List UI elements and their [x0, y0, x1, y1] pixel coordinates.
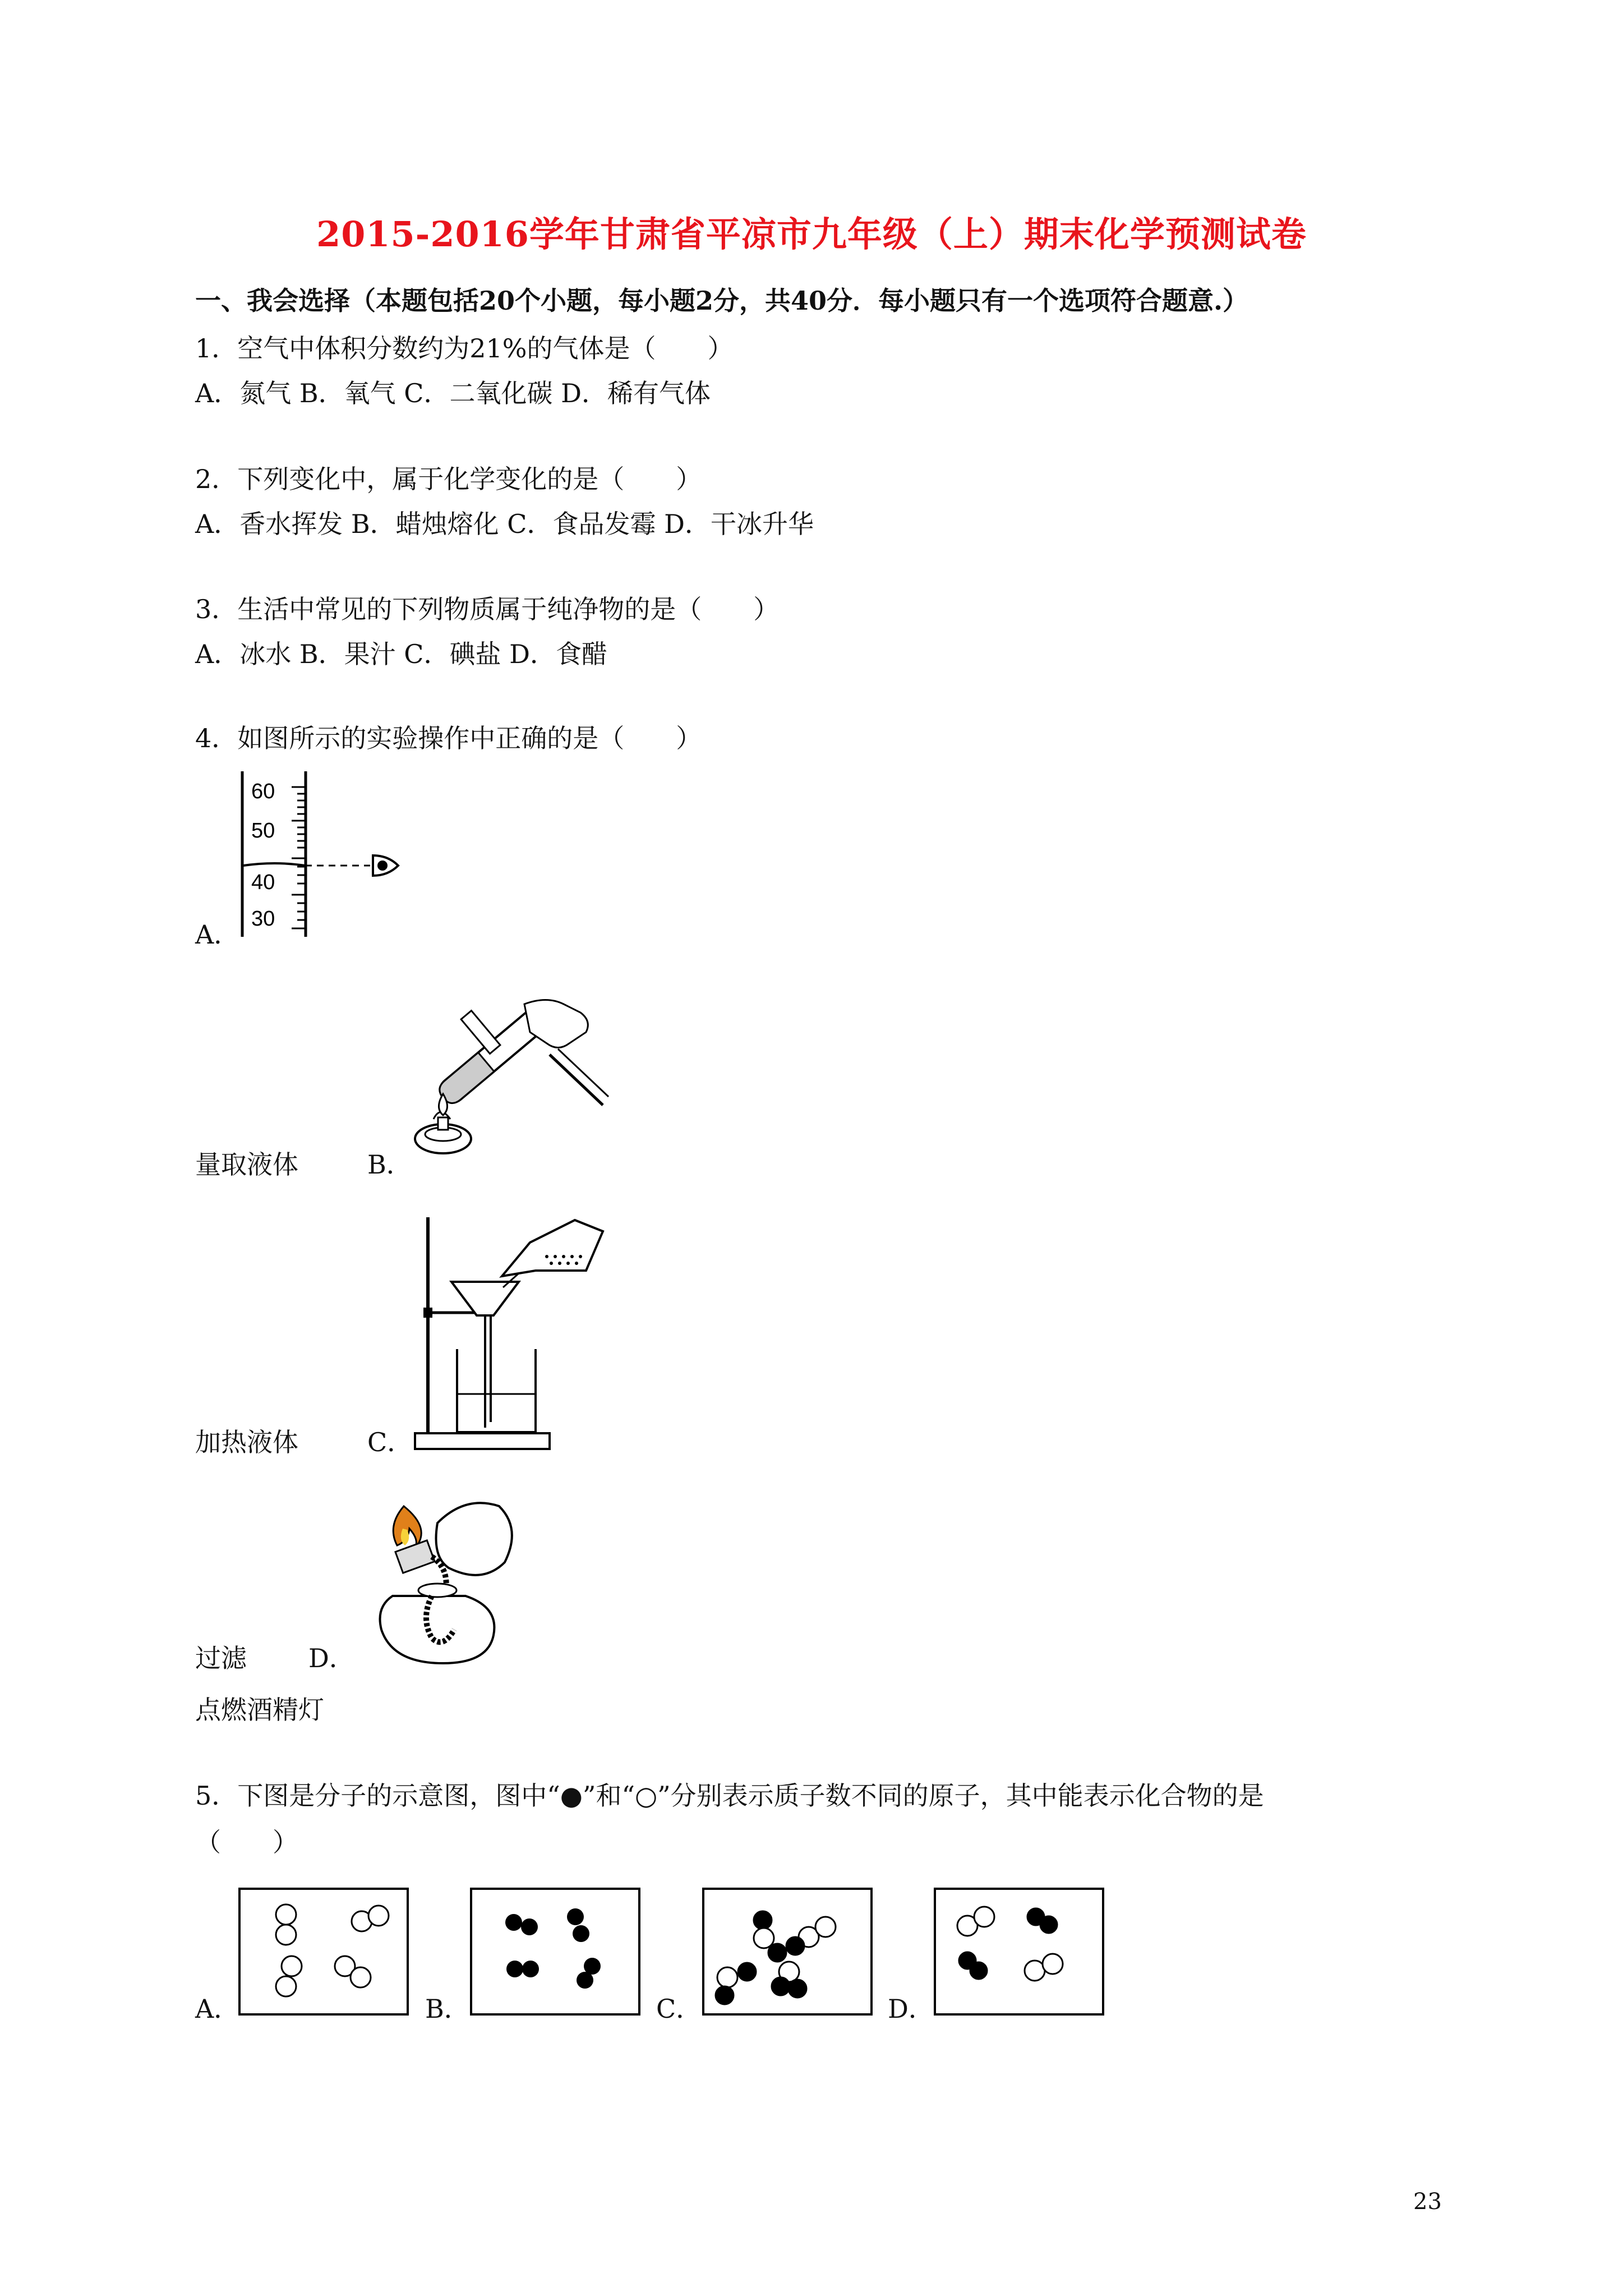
question-3-stem: 3．生活中常见的下列物质属于纯净物的是（ ）: [195, 594, 780, 624]
page-number: 23: [1413, 2189, 1442, 2215]
figure-filtration: [407, 1209, 608, 1458]
question-1-options: A．氮气 B．氧气 C．二氧化碳 D．稀有气体: [195, 378, 711, 408]
molecule-box-a: [238, 1888, 409, 2017]
section-heading: 一、我会选择（本题包括20个小题，每小题2分，共40分．每小题只有一个选项符合题意.）: [195, 286, 1249, 316]
cylinder-tick-40: 40: [251, 871, 275, 894]
question-5-stem: 5．下图是分子的示意图，图中“●”和“○”分别表示质子数不同的原子，其中能表示化合物的是: [195, 1780, 1264, 1811]
figure-heating-test-tube: [418, 970, 620, 1172]
cylinder-tick-50: 50: [251, 819, 275, 843]
question-2-options: A．香水挥发 B．蜡烛熔化 C．食品发霉 D．干冰升华: [195, 509, 814, 539]
q4-option-c-caption: 过滤: [195, 1643, 247, 1673]
q4-option-b-caption: 加热液体: [195, 1427, 298, 1457]
question-5-stem-blank: （ ）: [195, 1827, 298, 1857]
q4-option-c-letter: C．: [367, 1427, 413, 1457]
q4-option-a-caption: 量取液体: [195, 1149, 298, 1180]
q5-option-a-label: A．: [195, 1994, 240, 2024]
molecule-box-c: [702, 1888, 873, 2017]
question-2-stem: 2．下列变化中，属于化学变化的是（ ）: [195, 464, 702, 494]
question-4-stem: 4．如图所示的实验操作中正确的是（ ）: [195, 723, 702, 753]
q4-option-b-letter: B．: [367, 1149, 412, 1180]
q5-option-c-label: C．: [656, 1994, 702, 2024]
cylinder-tick-60: 60: [251, 780, 275, 803]
q4-option-d-letter: D．: [308, 1643, 355, 1673]
figure-lighting-alcohol-lamp: [353, 1495, 538, 1680]
q4-option-d-caption: 点燃酒精灯: [195, 1695, 324, 1725]
q4-option-a-letter: A．: [195, 919, 240, 950]
question-1-stem: 1．空气中体积分数约为21%的气体是（ ）: [195, 333, 734, 364]
cylinder-tick-30: 30: [251, 907, 275, 931]
figure-measuring-cylinder: [236, 771, 415, 940]
q5-option-b-label: B．: [425, 1994, 470, 2024]
q5-option-d-label: D．: [888, 1994, 934, 2024]
question-3-options: A．冰水 B．果汁 C．碘盐 D．食醋: [195, 639, 607, 669]
molecule-box-b: [470, 1888, 641, 2017]
page-title: 2015-2016学年甘肃省平凉市九年级（上）期末化学预测试卷: [316, 214, 1307, 255]
molecule-box-d: [934, 1888, 1105, 2017]
